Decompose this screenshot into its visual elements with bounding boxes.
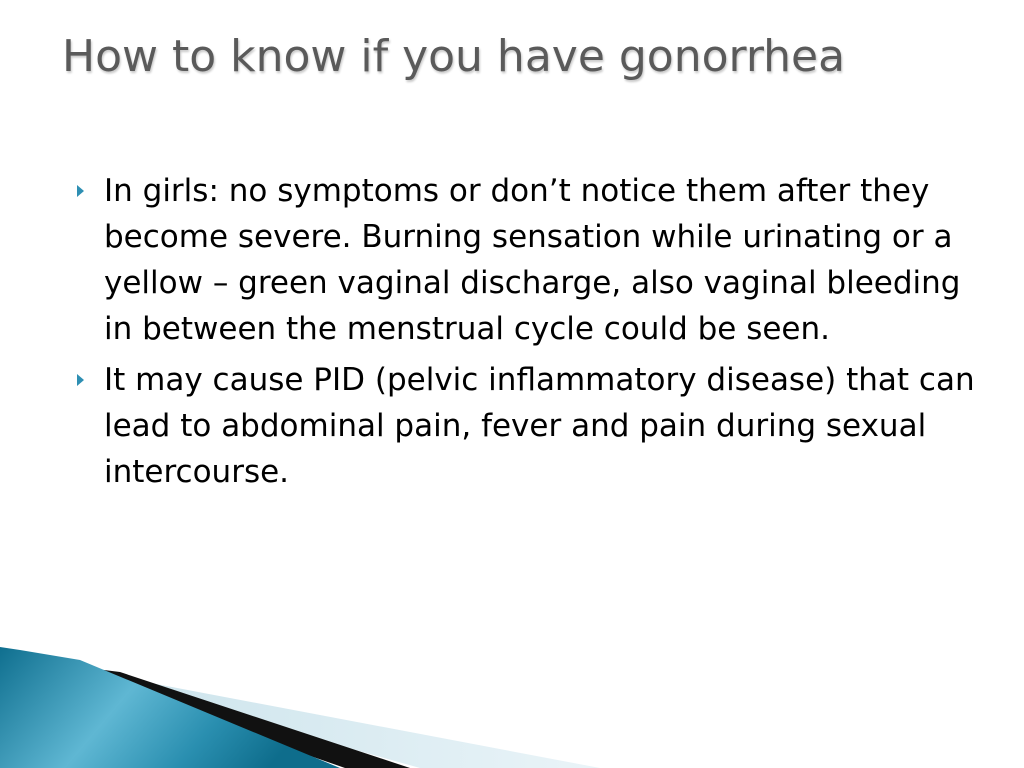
bullet-list (74, 168, 984, 500)
dark-swoosh-band (40, 662, 410, 768)
triangle-bullet-icon (77, 374, 84, 386)
bullet-text: It may cause PID (pelvic inflammatory disease) that can lead to abdominal pain, fever and pain during sexual intercourse. (104, 362, 975, 490)
bullet-item (74, 168, 984, 352)
teal-swoosh-band (0, 647, 340, 768)
bullet-text: In girls: no symptoms or don’t notice them after they become severe. Burning sensation while urinating or a yellow – green vaginal discharge, also vaginal bleeding in between the menstrual cycle could be seen. (104, 173, 961, 347)
triangle-bullet-icon (77, 185, 84, 197)
light-swoosh-band (40, 662, 600, 768)
slide-title: How to know if you have gonorrhea (62, 31, 846, 82)
bullet-item (74, 357, 984, 495)
